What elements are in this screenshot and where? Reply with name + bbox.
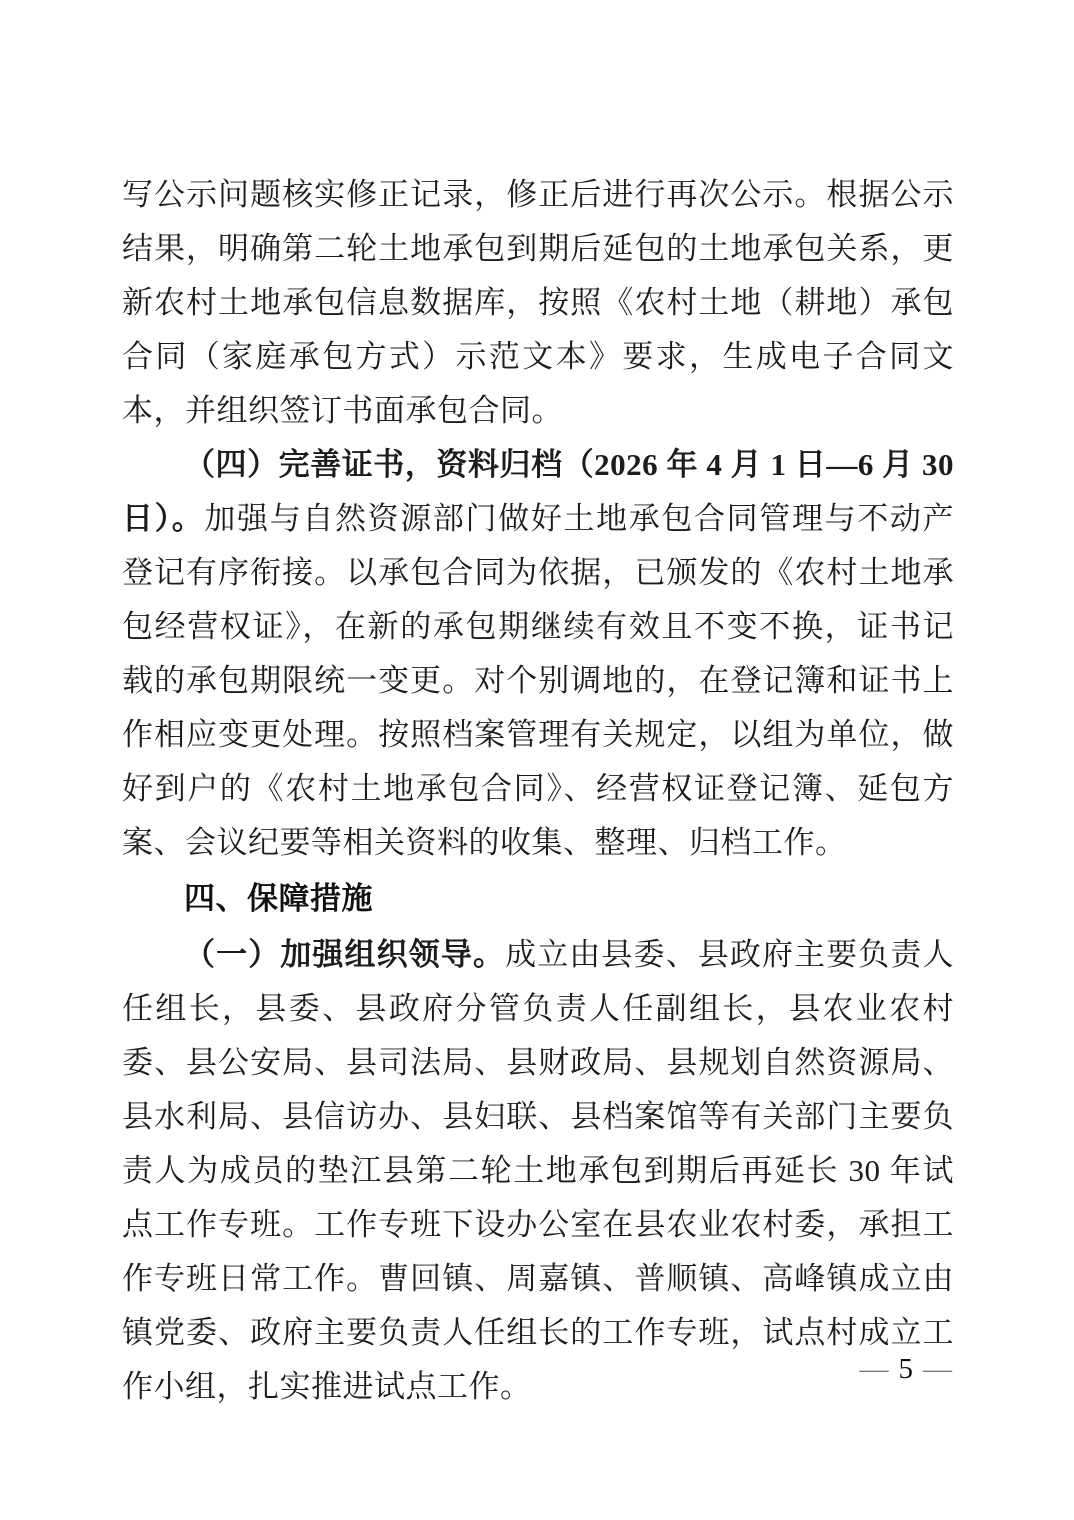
document-body — [122, 168, 954, 1414]
page-number-value: 5 — [898, 1353, 913, 1385]
paragraph-section-4-item — [122, 438, 954, 870]
paragraph-safeguard-item — [122, 928, 954, 1414]
paragraph-text: 成立由县委、县政府主要负责人任组长，县委、县政府分管负责人任副组长，县农业农村委、县公安局、县司法局、县财政局、县规划自然资源局、县水利局、县信访办、县妇联、县档案馆等有关部门主要负责人为成员的垫江县第二轮土地承包到期后再延长 30 年试点工作专班。工作专班下设办公室在县农业农村委，承担工作专班日常工作。曹回镇、周嘉镇、普顺镇、高峰镇成立由镇党委、政府主要负责人任组长的工作专班，试点村成立工作小组，扎实推进试点工作。 — [122, 937, 955, 1404]
paragraph-text: 加强与自然资源部门做好土地承包合同管理与不动产登记有序衔接。以承包合同为依据，已颁发的《农村土地承包经营权证》，在新的承包期继续有效且不变不换，证书记载的承包期限统一变更。对个别调地的，在登记簿和证书上作相应变更处理。按照档案管理有关规定，以组为单位，做好到户的《农村土地承包合同》、经营权证登记簿、延包方案、会议纪要等相关资料的收集、整理、归档工作。 — [122, 501, 954, 860]
section-heading: 四、保障措施 — [184, 881, 373, 916]
page-number-left-dash: — — [859, 1353, 889, 1385]
paragraph-text: 写公示问题核实修正记录，修正后进行再次公示。根据公示结果，明确第二轮土地承包到期后延包的土地承包关系，更新农村土地承包信息数据库，按照《农村土地（耕地）承包合同（家庭承包方式）示范文本》要求，生成电子合同文本，并组织签订书面承包合同。 — [122, 177, 954, 428]
page-number-right-dash: — — [923, 1353, 952, 1385]
paragraph-continuation — [122, 168, 954, 438]
paragraph-lead-bold: （一）加强组织领导。 — [184, 937, 506, 972]
paragraph-lead-bold: （四）完善证书，资料归档（2026 年 4 月 1 日—6 月 30 日）。 — [122, 447, 954, 536]
page-number — [860, 1352, 953, 1386]
